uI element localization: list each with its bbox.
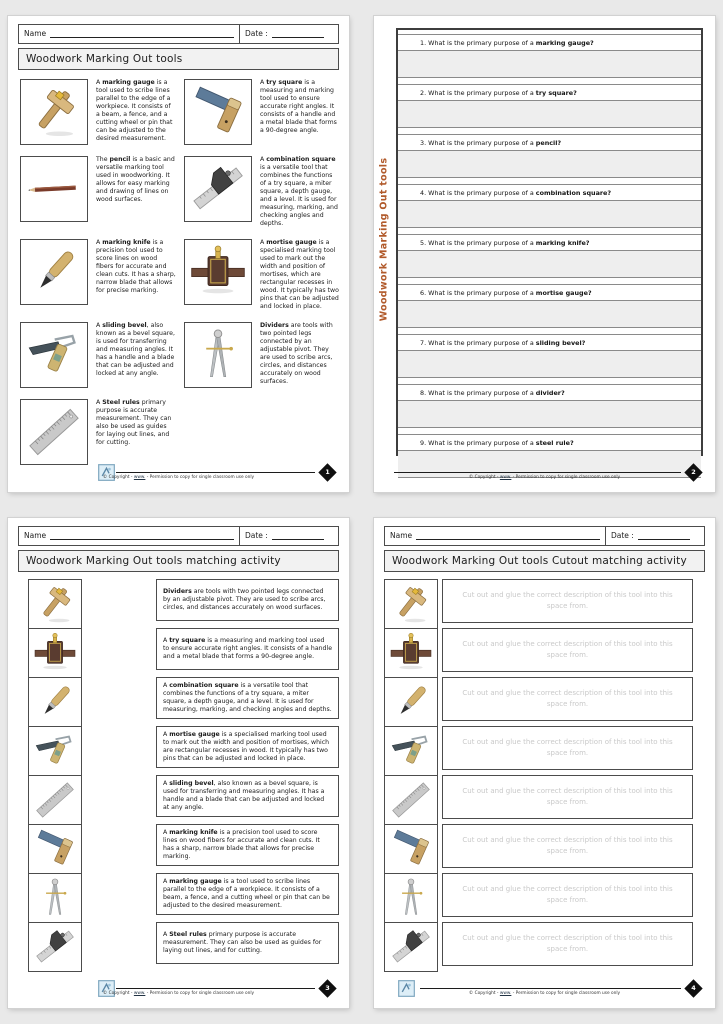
dividers-image [28,873,82,923]
tool-icon [388,582,434,626]
marking-knife-image [28,677,82,727]
marking-gauge-image [28,579,82,629]
vertical-page-title: Woodwork Marking Out tools [378,157,390,321]
paste-space-box [442,775,693,819]
tool-description: A marking knife is a precision tool used to score lines on wood fibers for accurate and clean cuts. It has a sharp, narrow blade that allows for precise marking. [96,239,176,294]
matching-area [8,579,349,981]
question-block [398,84,701,128]
answer-space [398,351,701,378]
marking-gauge-image [384,579,438,629]
tool-icon [388,876,434,920]
name-write-line [416,532,600,540]
try-square-image [384,824,438,874]
tool-icon [24,403,84,461]
paste-instruction-text: Cut out and glue the correct description of this tool into this space from. [462,836,673,855]
copyright-link[interactable]: www. [133,990,146,996]
question-text: 3. What is the primary purpose of a pencil? [398,134,701,151]
tool-icon [388,827,434,871]
tool-icon [24,160,84,218]
tool-icon [32,631,78,675]
steel-rule-image [28,775,82,825]
footer-rule [116,472,315,473]
dividers-image [184,322,252,388]
tool-grid [20,79,343,465]
paste-space-box [442,677,693,721]
question-text: 8. What is the primary purpose of a divider? [398,384,701,401]
page-number: 1 [325,467,330,476]
tool-description: Dividers are tools with two pointed legs connected by an adjustable pivot. They are used to scribe arcs, circles, and distances accurately on wood surfaces. [260,322,333,385]
combination-square-image [28,922,82,972]
page-title: Woodwork Marking Out tools matching activity [18,550,339,572]
paste-space-box [442,628,693,672]
copyright-text: © Copyright - www. - Permission to copy for single classroom use only [468,990,621,996]
paste-instruction-text: Cut out and glue the correct description of this tool into this space from. [462,738,673,757]
paste-space-box [442,579,693,623]
paste-space-box [442,873,693,917]
paste-space-box [442,824,693,868]
date-label: Date : [611,531,634,540]
tool-description: A marking gauge is a tool used to scribe lines parallel to the edge of a workpiece. It consists of a beam, a fence, and a cutting wheel or pin that can be adjusted to the desired measurement. [96,79,173,142]
question-block [398,284,701,328]
mortise-gauge-image [28,628,82,678]
paste-instruction-text: Cut out and glue the correct description of this tool into this space from. [462,591,673,610]
name-write-line [50,30,234,38]
name-date-header [18,526,339,546]
answer-space [398,401,701,428]
question-block [398,134,701,178]
date-field [606,527,704,545]
name-label: Name [390,531,413,540]
question-block [398,234,701,278]
tool-icon [388,925,434,969]
tool-icon [188,83,248,141]
questions-box [396,28,703,456]
tool-description-card: A mortise gauge is a specialised marking tool used to mark out the width and position of mortises, which are rectangular recesses in wood. It typically has two pins that can be adjusted and locked in place. [156,726,339,768]
try-square-image [184,79,252,145]
answer-space [398,51,701,78]
tool-icon [24,326,84,384]
tool-description: A try square is a measuring and marking tool used to ensure accurate right angles. It consists of a handle and a metal blade that forms a 90-degree angle. [260,79,337,134]
question-block [398,334,701,378]
paste-space-box [442,922,693,966]
paste-instruction-text: Cut out and glue the correct description of this tool into this space from. [462,640,673,659]
question-text: 1. What is the primary purpose of a marking gauge? [398,34,701,51]
copyright-text: © Copyright - www. - Permission to copy for single classroom use only [102,474,255,480]
question-text: 9. What is the primary purpose of a steel rule? [398,434,701,451]
tool-description-card: A try square is a measuring and marking tool used to ensure accurate right angles. It consists of a handle and a metal blade that forms a 90-degree angle. [156,628,339,670]
tool-icon [32,925,78,969]
try-square-image [28,824,82,874]
name-date-header [18,24,339,44]
copyright-text: © Copyright - www. - Permission to copy for single classroom use only [468,474,621,480]
answer-space [398,251,701,278]
combination-square-image [384,922,438,972]
date-write-line [272,532,324,540]
marking-knife-image [384,677,438,727]
tool-icon [32,876,78,920]
tool-description: A Steel rules primary purpose is accurate measurement. They can also be used as guides for laying out lines, and for cutting. [96,399,172,446]
sliding-bevel-image [28,726,82,776]
cutout-area [374,579,715,981]
tool-icon [388,680,434,724]
page-number: 4 [691,983,696,992]
page-footer [20,463,337,483]
paste-instruction-text: Cut out and glue the correct description of this tool into this space from. [462,885,673,904]
marking-knife-image [20,239,88,305]
paste-instruction-text: Cut out and glue the correct description of this tool into this space from. [462,689,673,708]
paste-instruction-text: Cut out and glue the correct description of this tool into this space from. [462,934,673,953]
date-write-line [272,30,324,38]
tool-icon [32,729,78,773]
page-title: Woodwork Marking Out tools Cutout matching activity [384,550,705,572]
question-text: 5. What is the primary purpose of a marking knife? [398,234,701,251]
page-title: Woodwork Marking Out tools [18,48,339,70]
description-column [156,579,339,971]
copyright-link[interactable]: www. [499,990,512,996]
tool-icon [32,680,78,724]
answer-space [398,151,701,178]
tool-icon [388,729,434,773]
footer-rule [420,988,681,989]
name-field [19,527,240,545]
page-footer [20,979,337,999]
tool-description: A mortise gauge is a specialised marking tool used to mark out the width and position of mortises, which are rectangular recesses in wood. It typically has two pins that can be adjusted and locked in place. [260,239,339,310]
tool-description-card: Dividers are tools with two pointed legs connected by an adjustable pivot. They are used to scribe arcs, circles, and distances accurately on wood surfaces. [156,579,339,621]
date-field [240,25,338,43]
question-text: 4. What is the primary purpose of a combination square? [398,184,701,201]
copyright-link[interactable]: www. [133,474,146,480]
name-date-header [384,526,705,546]
tool-icon [188,160,248,218]
tool-icon [388,631,434,675]
question-text: 6. What is the primary purpose of a mortise gauge? [398,284,701,301]
paste-space-box [442,726,693,770]
page-footer [386,463,703,483]
footer-rule [394,472,681,473]
paste-instruction-text: Cut out and glue the correct description of this tool into this space from. [462,787,673,806]
tool-image-column [28,579,82,971]
combination-square-image [184,156,252,222]
sliding-bevel-image [384,726,438,776]
question-text: 2. What is the primary purpose of a try square? [398,84,701,101]
steel-rule-image [20,399,88,465]
question-block [398,384,701,428]
tool-description-card: A marking knife is a precision tool used to score lines on wood fibers for accurate and clean cuts. It has a sharp, narrow blade that allows for precise marking. [156,824,339,866]
question-block [398,184,701,228]
tool-image-column [384,579,438,971]
marking-gauge-image [20,79,88,145]
date-field [240,527,338,545]
name-write-line [50,532,234,540]
page-footer [386,979,703,999]
answer-space [398,101,701,128]
name-field [19,25,240,43]
tool-icon [24,243,84,301]
tool-description-card: A sliding bevel, also known as a bevel square, is used for transferring and measuring angles. It has a handle and a blade that can be adjusted and locked at any angle. [156,775,339,817]
date-label: Date : [245,531,268,540]
name-label: Name [24,531,47,540]
answer-space [398,301,701,328]
tool-icon [24,83,84,141]
question-block [398,34,701,78]
page-4-cutout-matching-activity [374,518,715,1008]
tool-description: A sliding bevel, also known as a bevel square, is used for transferring and measuring angles. It has a handle and a blade that can be adjusted and locked at any angle. [96,322,175,377]
question-text: 7. What is the primary purpose of a sliding bevel? [398,334,701,351]
page-3-matching-activity [8,518,349,1008]
tool-description-card: A combination square is a versatile tool that combines the functions of a try square, a miter square, a depth gauge, and a level. It is used for measuring, marking, and checking angles and depths. [156,677,339,719]
tool-description: The pencil is a basic and versatile marking tool used in woodworking. It allows for easy marking and drawing of lines on wood surfaces. [96,156,175,203]
tool-icon [388,778,434,822]
date-label: Date : [245,29,268,38]
paste-box-column [442,579,693,971]
page-number: 2 [691,467,696,476]
sliding-bevel-image [20,322,88,388]
footer-rule [116,988,315,989]
copyright-link[interactable]: www. [499,474,512,480]
tool-icon [32,582,78,626]
page-2-questions [374,16,715,492]
tool-description-card: A marking gauge is a tool used to scribe lines parallel to the edge of a workpiece. It consists of a beam, a fence, and a cutting wheel or pin that can be adjusted to the desired measurement. [156,873,339,915]
date-write-line [638,532,690,540]
mortise-gauge-image [384,628,438,678]
tool-description-card: A Steel rules primary purpose is accurate measurement. They can also be used as guides for laying out lines, and for cutting. [156,922,339,964]
name-label: Name [24,29,47,38]
tool-description: A combination square is a versatile tool that combines the functions of a try square, a miter square, a depth gauge, and a level. It is used for measuring, marking, and checking angles and depths. [260,156,338,227]
pencil-image [20,156,88,222]
tool-icon [32,827,78,871]
steel-rule-image [384,775,438,825]
tool-icon [188,326,248,384]
answer-space [398,201,701,228]
dividers-image [384,873,438,923]
tool-icon [188,243,248,301]
tool-icon [32,778,78,822]
name-field [385,527,606,545]
mortise-gauge-image [184,239,252,305]
page-number: 3 [325,983,330,992]
page-1-tools-reference [8,16,349,492]
copyright-text: © Copyright - www. - Permission to copy for single classroom use only [102,990,255,996]
